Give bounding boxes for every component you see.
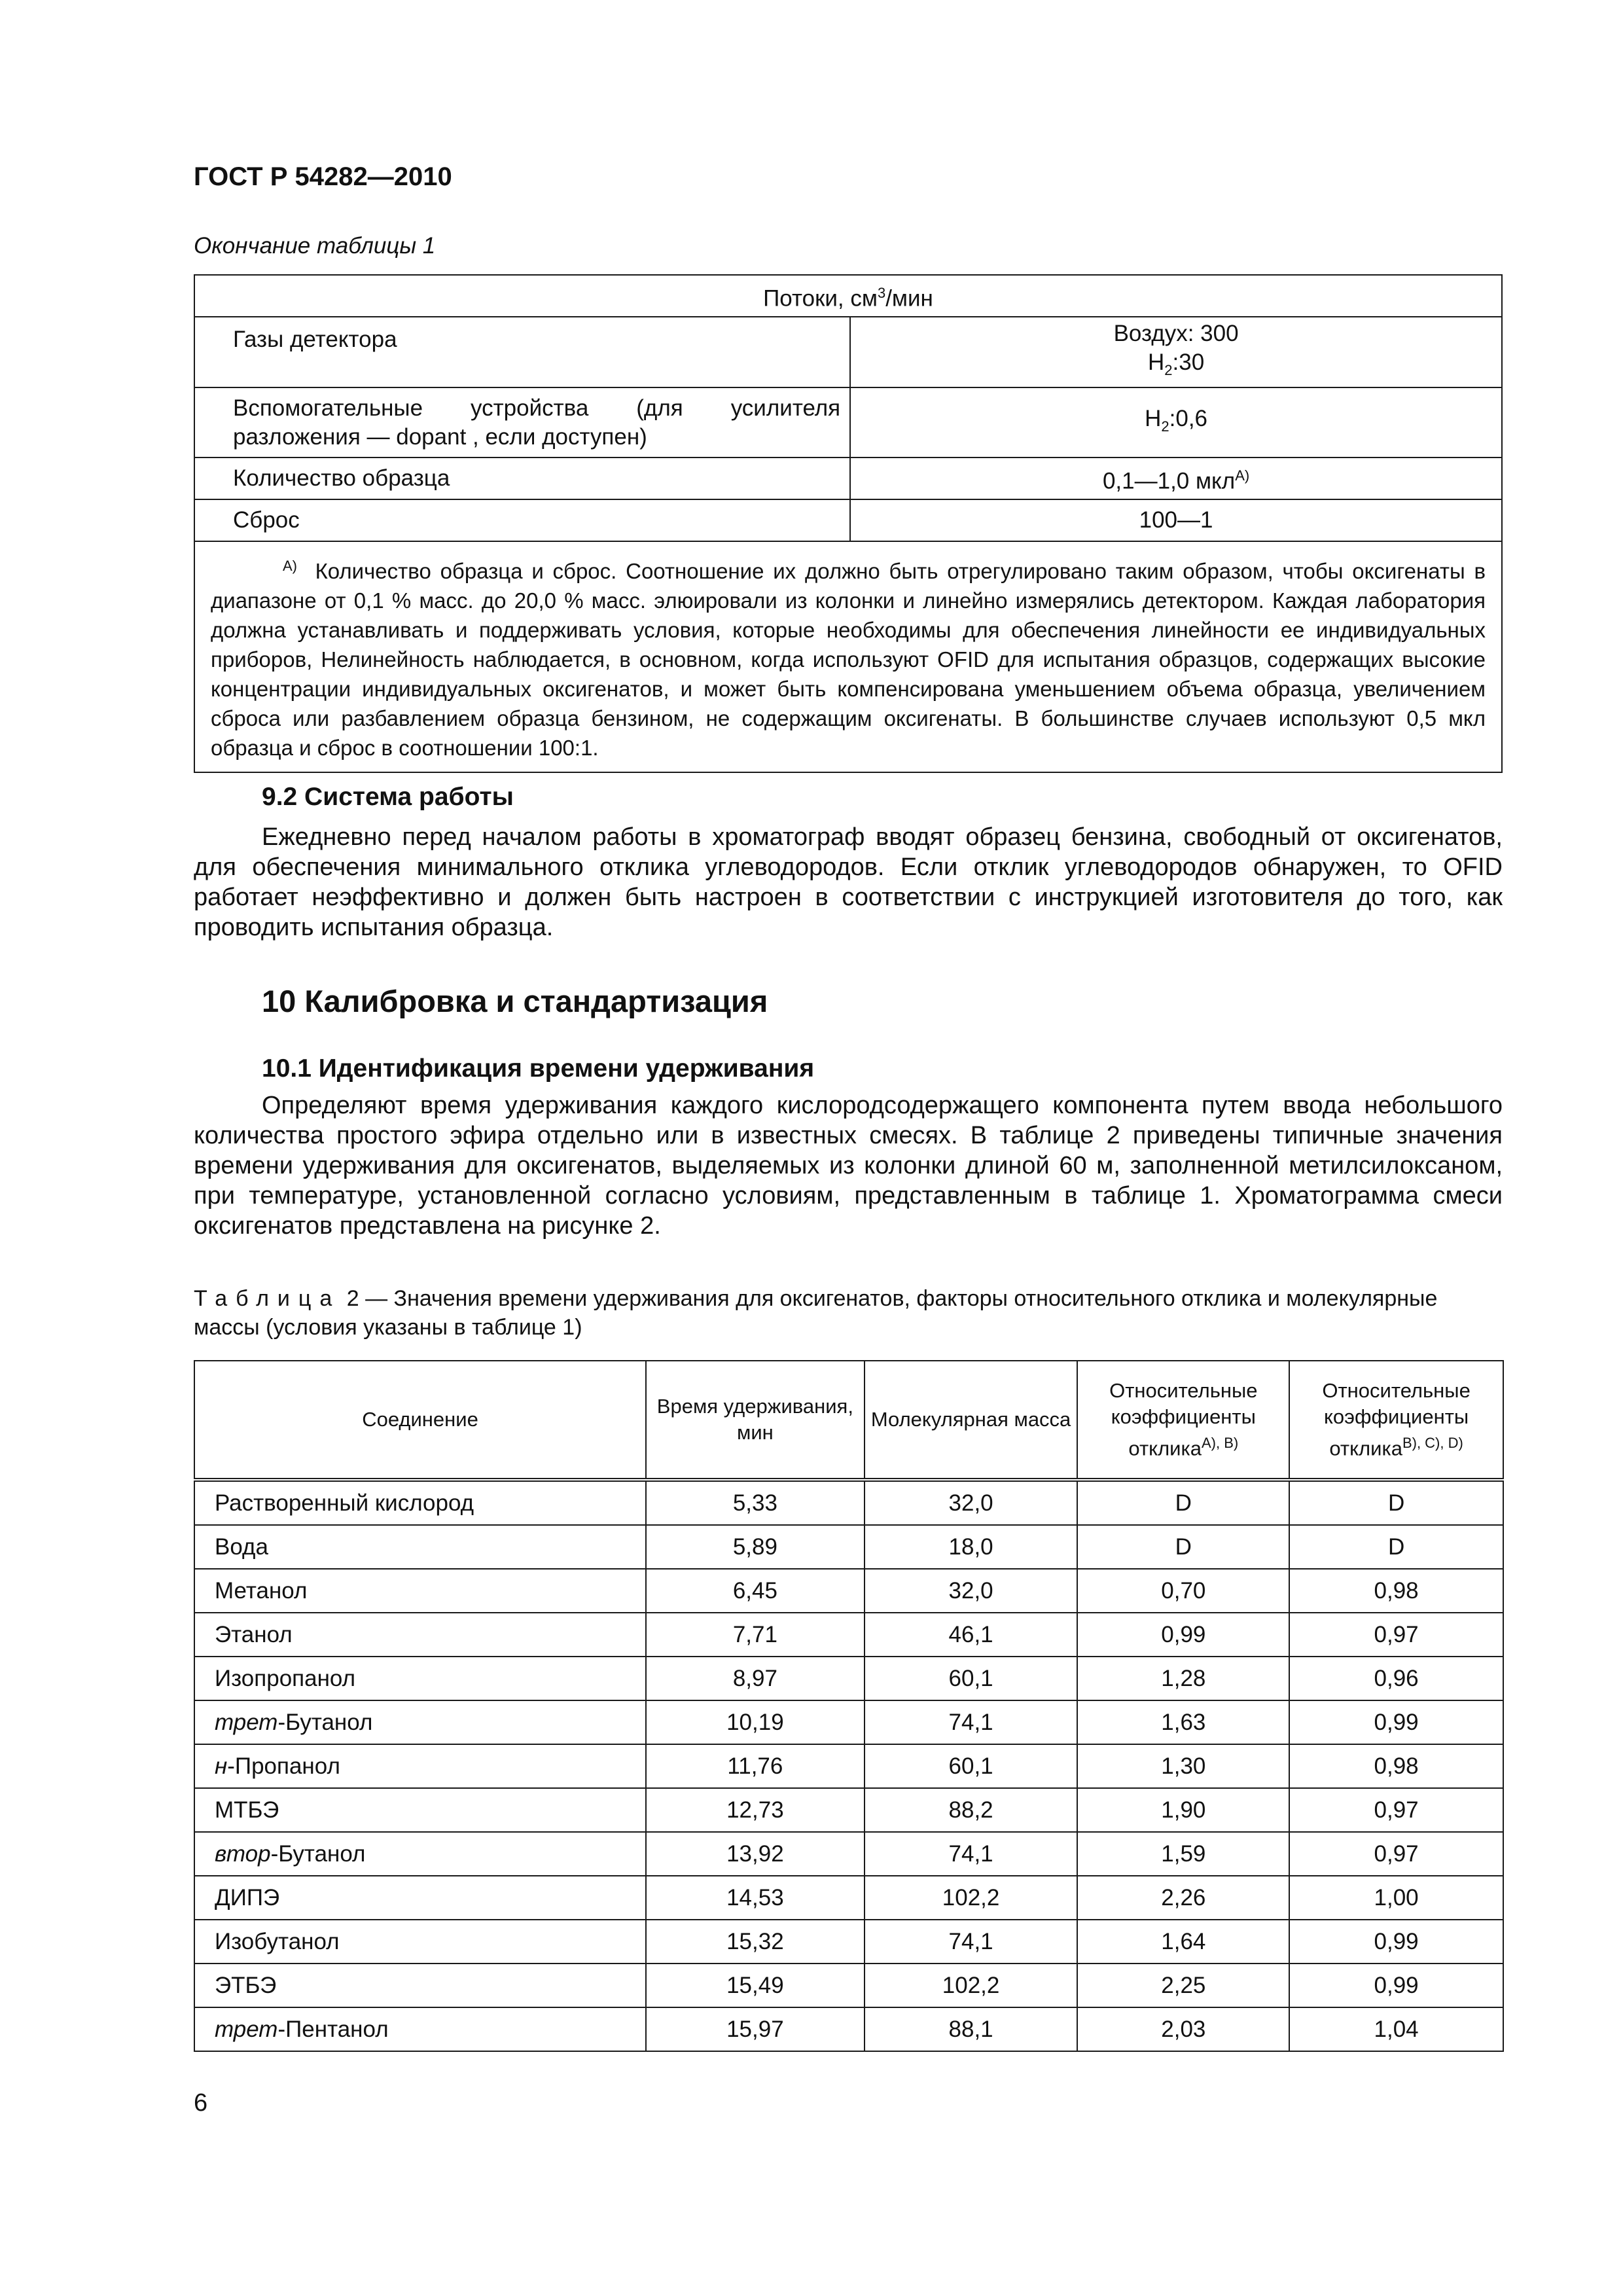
table-row xyxy=(194,1700,1503,1744)
compound-prefix: трет xyxy=(215,2016,278,2042)
compound-name: ЭТБЭ xyxy=(194,1964,646,2007)
molecular-mass-cell: 60,1 xyxy=(865,1744,1078,1788)
table-2-caption-label: Таблица xyxy=(194,1286,341,1311)
rrf-2-cell: 0,98 xyxy=(1289,1569,1503,1613)
rrf-2-cell: 0,97 xyxy=(1289,1832,1503,1876)
retention-time-cell: 5,33 xyxy=(646,1480,865,1525)
compound-prefix: трет xyxy=(215,1709,278,1735)
compound-name: Этанол xyxy=(194,1613,646,1657)
header-molecular-mass: Молекулярная масса xyxy=(865,1361,1078,1480)
compound-prefix: втор xyxy=(215,1840,271,1867)
compound-name: трет-Бутанол xyxy=(194,1700,646,1744)
compound-prefix: н xyxy=(215,1753,228,1779)
molecular-mass-cell: 60,1 xyxy=(865,1657,1078,1700)
retention-time-cell: 10,19 xyxy=(646,1700,865,1744)
compound-name: Вода xyxy=(194,1525,646,1569)
rrf-1-cell: 1,90 xyxy=(1077,1788,1289,1832)
retention-time-cell: 5,89 xyxy=(646,1525,865,1569)
rrf-1-cell: 1,59 xyxy=(1077,1832,1289,1876)
table-1-end xyxy=(194,274,1503,773)
table-1-title-suffix: /мин xyxy=(885,285,933,312)
detector-gases-value xyxy=(850,317,1502,387)
retention-time-cell: 14,53 xyxy=(646,1876,865,1920)
detector-gases-air: Воздух: 300 xyxy=(1113,321,1239,346)
rrf-1-cell: 0,99 xyxy=(1077,1613,1289,1657)
table-row xyxy=(194,1657,1503,1700)
molecular-mass-cell: 74,1 xyxy=(865,1920,1078,1964)
header-compound: Соединение xyxy=(194,1361,646,1480)
rrf-1-cell: 2,25 xyxy=(1077,1964,1289,2007)
compound-name: Изопропанол xyxy=(194,1657,646,1700)
table-2-caption xyxy=(194,1284,1503,1342)
molecular-mass-cell: 18,0 xyxy=(865,1525,1078,1569)
rrf-2-cell: 0,97 xyxy=(1289,1613,1503,1657)
sample-amount-value: 0,1—1,0 мкл$^{A)}$ xyxy=(850,457,1502,499)
rrf-1-cell: 1,28 xyxy=(1077,1657,1289,1700)
table-row xyxy=(194,2007,1503,2051)
table-row xyxy=(194,1832,1503,1876)
compound-name: МТБЭ xyxy=(194,1788,646,1832)
compound-name: н-Пропанол xyxy=(194,1744,646,1788)
molecular-mass-cell: 102,2 xyxy=(865,1964,1078,2007)
rrf-1-cell: 1,30 xyxy=(1077,1744,1289,1788)
section-10-heading: 10 Калибровка и стандартизация xyxy=(262,984,768,1018)
table-2 xyxy=(194,1360,1504,2052)
rrf-1-cell: 0,70 xyxy=(1077,1569,1289,1613)
compound-name: втор-Бутанол xyxy=(194,1832,646,1876)
rrf-1-cell: D xyxy=(1077,1525,1289,1569)
molecular-mass-cell: 102,2 xyxy=(865,1876,1078,1920)
rrf-2-cell: 0,99 xyxy=(1289,1920,1503,1964)
retention-time-cell: 15,97 xyxy=(646,2007,865,2051)
table-1-footnote xyxy=(194,541,1502,772)
detector-gases-h2: $H_2:30$ xyxy=(1147,350,1205,378)
compound-name: Изобутанол xyxy=(194,1920,646,1964)
compound-name: Метанол xyxy=(194,1569,646,1613)
table-row xyxy=(194,1525,1503,1569)
header-rrf-1: Относительные коэффициенты отклика$^{A), B)}$ xyxy=(1077,1361,1289,1480)
rrf-1-cell: 2,26 xyxy=(1077,1876,1289,1920)
retention-time-cell: 15,32 xyxy=(646,1920,865,1964)
table-row xyxy=(194,1788,1503,1832)
table-continuation-label: Окончание таблицы 1 xyxy=(194,233,436,259)
retention-time-cell: 6,45 xyxy=(646,1569,865,1613)
molecular-mass-cell: 32,0 xyxy=(865,1569,1078,1613)
header-rrf-2: Относительные коэффициенты отклика$^{B), C), D)}$ xyxy=(1289,1361,1503,1480)
header-retention-time: Время удерживания, мин xyxy=(646,1361,865,1480)
table-row xyxy=(194,1964,1503,2007)
split-label: Сброс xyxy=(194,499,850,541)
split-value: 100—1 xyxy=(850,499,1502,541)
rrf-2-cell: D xyxy=(1289,1525,1503,1569)
table-2-caption-text: 2 — Значения времени удерживания для оксигенатов, факторы относительного отклика и молекулярные массы (условия указаны в таблице 1) xyxy=(194,1286,1438,1340)
rrf-2-cell: 1,00 xyxy=(1289,1876,1503,1920)
molecular-mass-cell: 46,1 xyxy=(865,1613,1078,1657)
compound-name: Растворенный кислород xyxy=(194,1480,646,1525)
molecular-mass-cell: 88,2 xyxy=(865,1788,1078,1832)
section-9-2-text: Ежедневно перед началом работы в хроматограф вводят образец бензина, свободный от оксигенатов, для обеспечения минимального отклика углеводородов. Если отклик углеводородов обнаружен, то OFID работает неэффективно и должен быть настроен в соответствии с инструкцией изготовителя до того, как проводить испытания образца. xyxy=(194,823,1503,941)
retention-time-cell: 8,97 xyxy=(646,1657,865,1700)
table-1-title-sup: 3 xyxy=(877,284,886,301)
section-10-1-heading: 10.1 Идентификация времени удерживания xyxy=(262,1054,815,1083)
aux-devices-label: Вспомогательные устройства (для усилителя разложения — dopant , если доступен) xyxy=(194,387,850,457)
aux-devices-value: $H_2:0,6$ xyxy=(850,387,1502,457)
table-row xyxy=(194,1876,1503,1920)
rrf-2-cell: 0,98 xyxy=(1289,1744,1503,1788)
rrf-1-cell: D xyxy=(1077,1480,1289,1525)
detector-gases-label: Газы детектора xyxy=(194,317,850,387)
rrf-2-cell: 0,97 xyxy=(1289,1788,1503,1832)
page-number: 6 xyxy=(194,2089,208,2117)
sample-amount-label: Количество образца xyxy=(194,457,850,499)
retention-time-cell: 11,76 xyxy=(646,1744,865,1788)
table-row xyxy=(194,1480,1503,1525)
retention-time-cell: 13,92 xyxy=(646,1832,865,1876)
table-row xyxy=(194,1613,1503,1657)
molecular-mass-cell: 74,1 xyxy=(865,1700,1078,1744)
footnote-text: Количество образца и сброс. Соотношение их должно быть отрегулировано таким образом, чтобы оксигенаты в диапазоне от 0,1 % масс. до 20,0 % масс. элюировали из колонки и линейно измерялись детектором. Каждая лаборатория должна устанавливать и поддерживать условия, которые необходимы для обеспечения линейности ее индивидуальных приборов, Нелинейность наблюдается, в основном, когда используют OFID для испытания образцов, содержащих высокие концентрации индивидуальных оксигенатов, и может быть компенсирована уменьшением объема образца, увеличением сброса или разбавлением образца бензином, не содержащим оксигенаты. В большинстве случаев используют 0,5 мкл образца и сброс в соотношении 100:1. xyxy=(211,559,1486,760)
molecular-mass-cell: 74,1 xyxy=(865,1832,1078,1876)
rrf-2-cell: 0,99 xyxy=(1289,1700,1503,1744)
rrf-2-cell: 0,96 xyxy=(1289,1657,1503,1700)
table-row xyxy=(194,1920,1503,1964)
retention-time-cell: 7,71 xyxy=(646,1613,865,1657)
rrf-2-cell: 1,04 xyxy=(1289,2007,1503,2051)
molecular-mass-cell: 32,0 xyxy=(865,1480,1078,1525)
table-1-title: Потоки, см xyxy=(763,285,878,312)
molecular-mass-cell: 88,1 xyxy=(865,2007,1078,2051)
compound-name: ДИПЭ xyxy=(194,1876,646,1920)
rrf-1-cell: 2,03 xyxy=(1077,2007,1289,2051)
footnote-mark: A) xyxy=(283,558,297,574)
table-1-title-cell xyxy=(194,275,1502,317)
retention-time-cell: 15,49 xyxy=(646,1964,865,2007)
document-code: ГОСТ Р 54282—2010 xyxy=(194,162,452,191)
rrf-2-cell: 0,99 xyxy=(1289,1964,1503,2007)
table-row xyxy=(194,1569,1503,1613)
table-2-body xyxy=(194,1480,1503,2051)
table-row xyxy=(194,1744,1503,1788)
section-10-1-text: Определяют время удерживания каждого кислородсодержащего компонента путем ввода небольшого количества простого эфира отдельно или в известных смесях. В таблице 2 приведены типичные значения времени удерживания для оксигенатов, выделяемых из колонки длиной 60 м, заполненной метилсилоксаном, при температуре, установленной согласно условиям, представленным в таблице 1. Хроматограмма смеси оксигенатов представлена на рисунке 2. xyxy=(194,1092,1503,1240)
compound-name: трет-Пентанол xyxy=(194,2007,646,2051)
retention-time-cell: 12,73 xyxy=(646,1788,865,1832)
rrf-1-cell: 1,64 xyxy=(1077,1920,1289,1964)
section-9-2-heading: 9.2 Система работы xyxy=(262,783,514,811)
rrf-1-cell: 1,63 xyxy=(1077,1700,1289,1744)
rrf-2-cell: D xyxy=(1289,1480,1503,1525)
